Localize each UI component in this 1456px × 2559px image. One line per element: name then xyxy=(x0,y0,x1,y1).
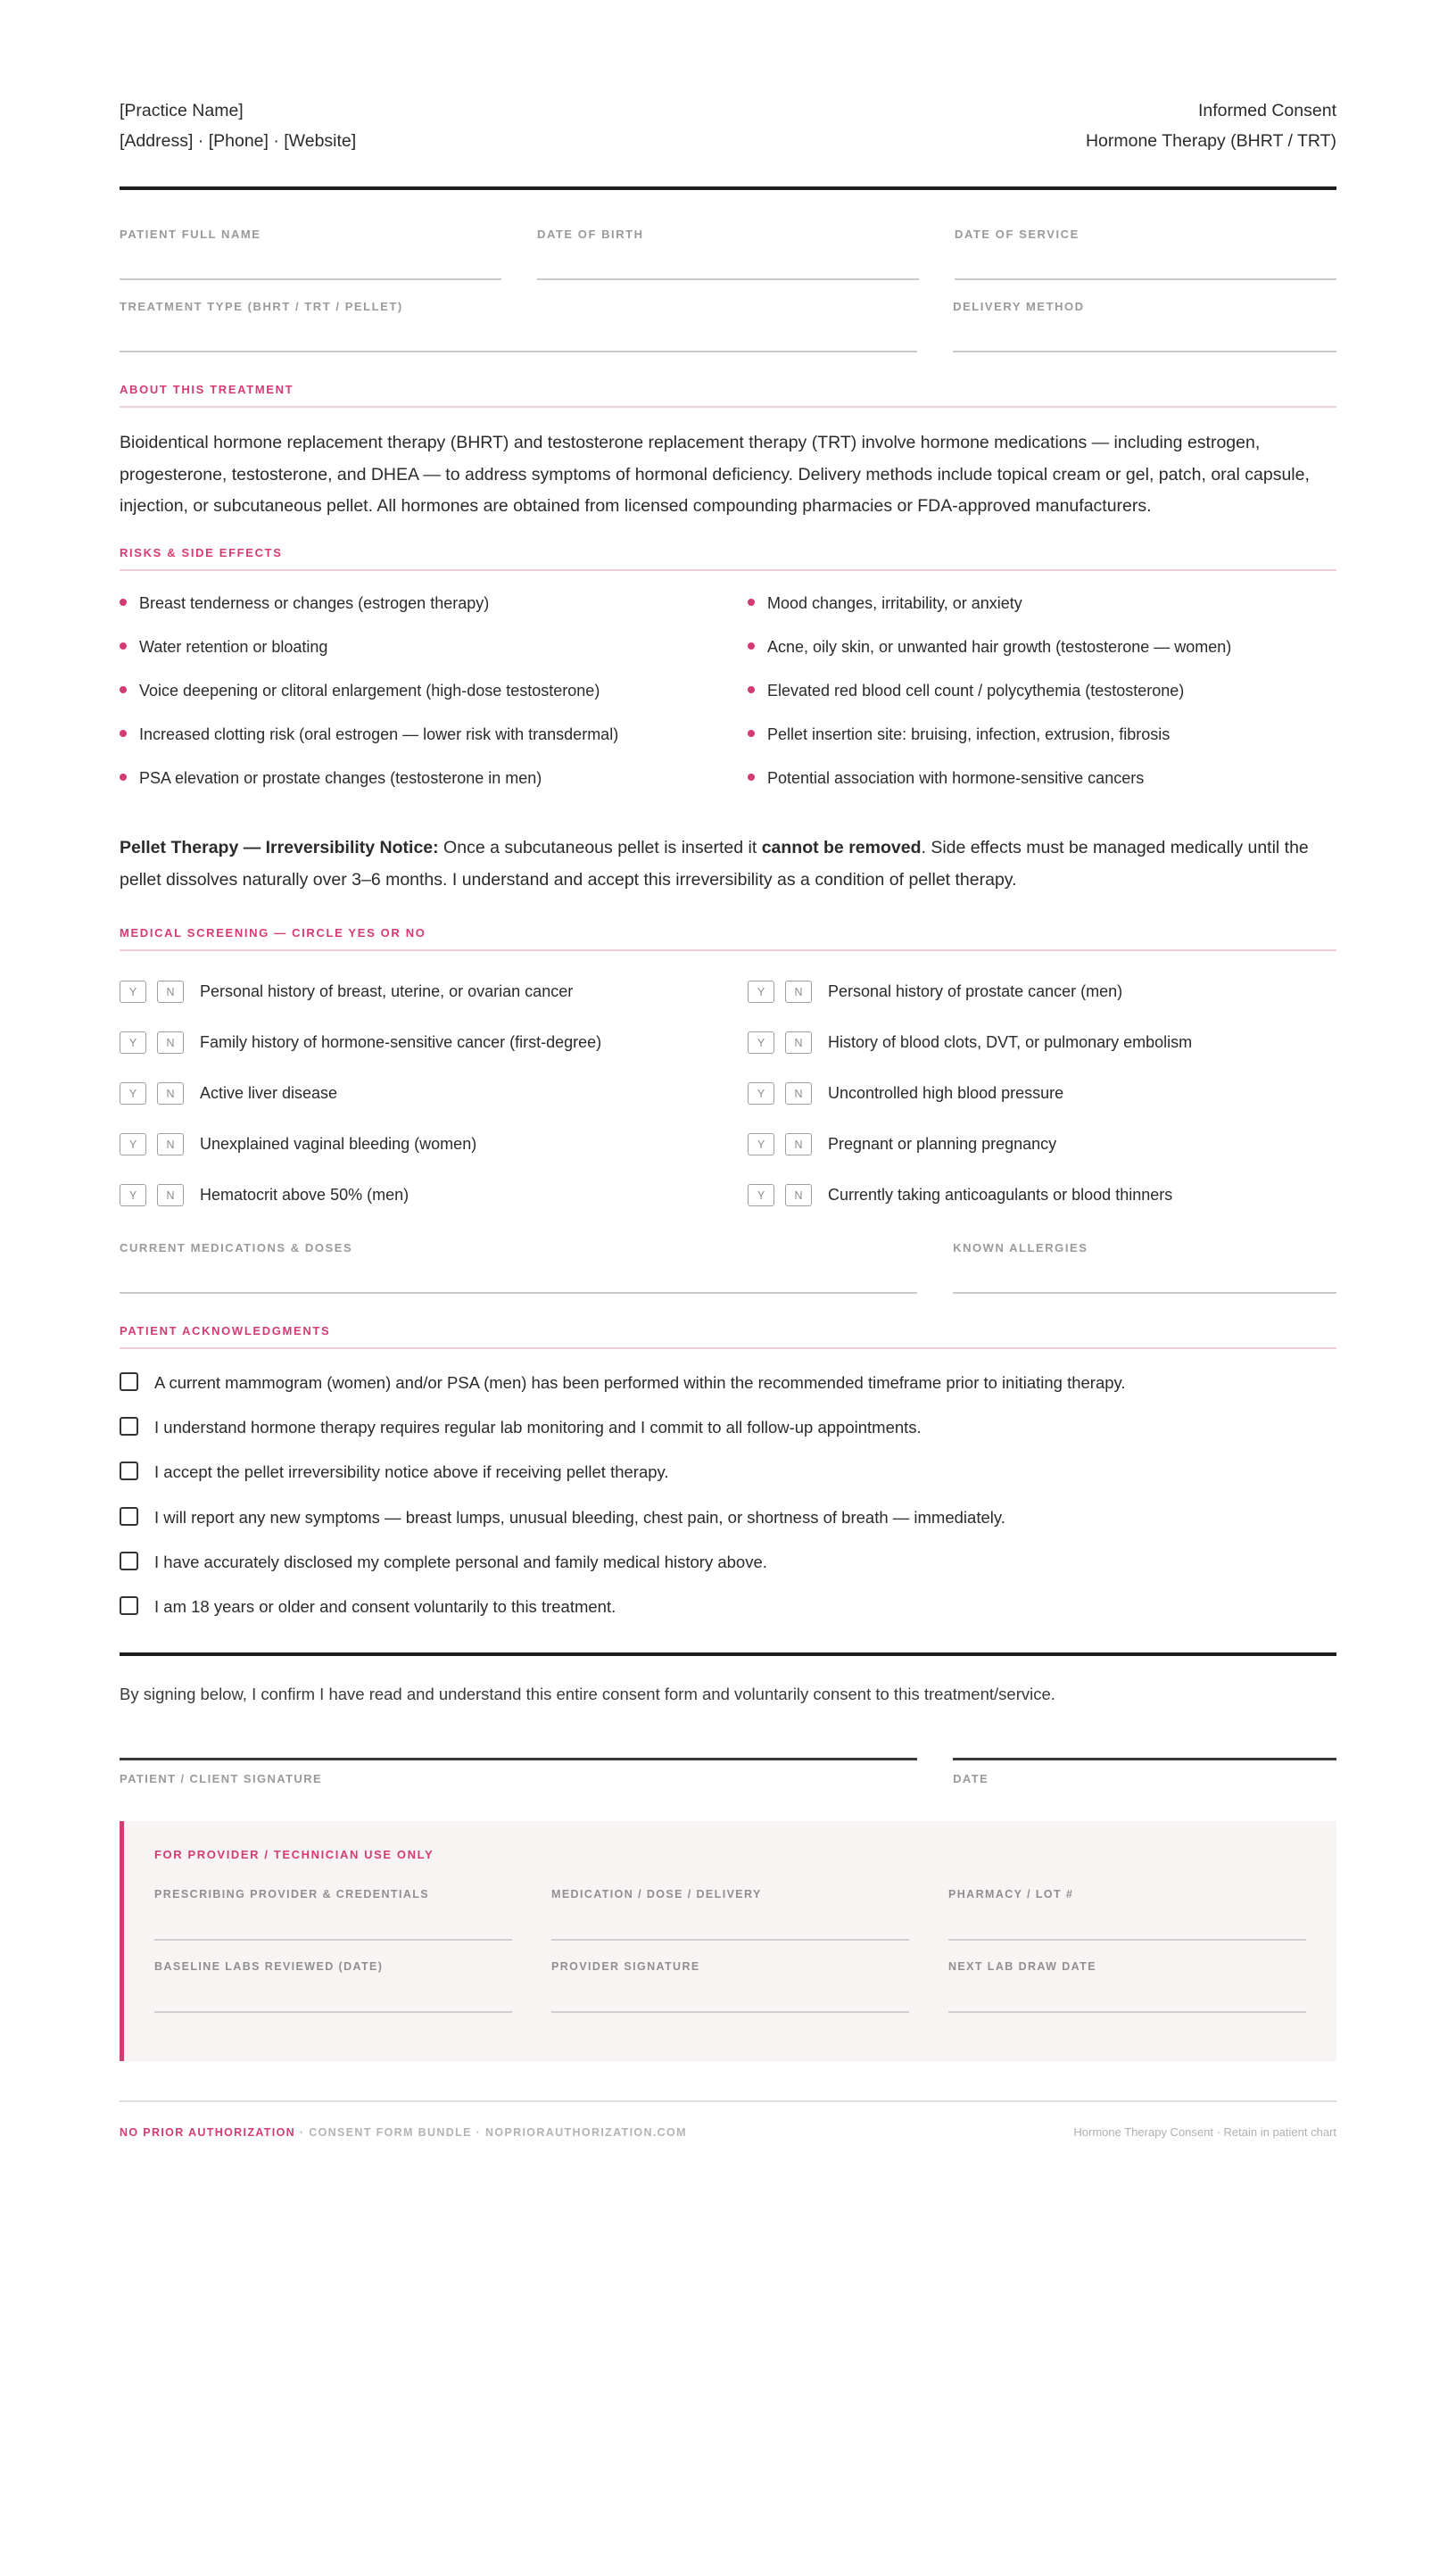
checkbox[interactable] xyxy=(120,1417,138,1436)
no-option[interactable]: N xyxy=(157,1031,184,1054)
screening-text: Uncontrolled high blood pressure xyxy=(828,1084,1064,1103)
no-option[interactable]: N xyxy=(157,1082,184,1105)
practice-name: [Practice Name] xyxy=(120,101,244,120)
bullet-dot-icon xyxy=(120,599,127,606)
provider-box-heading: FOR PROVIDER / TECHNICIAN USE ONLY xyxy=(154,1847,434,1861)
risk-item xyxy=(748,591,1336,617)
current-medications-input[interactable] xyxy=(120,1255,917,1294)
risk-item xyxy=(120,766,708,791)
risk-item xyxy=(120,634,708,660)
provider-field-label: BASELINE LABS REVIEWED (DATE) xyxy=(154,1959,384,1973)
risk-text: PSA elevation or prostate changes (testosterone in men) xyxy=(139,769,542,788)
signature-divider xyxy=(120,1652,1336,1656)
provider-field-label: PROVIDER SIGNATURE xyxy=(551,1959,700,1973)
acknowledgment-row xyxy=(120,1593,1336,1620)
field-date-of-service xyxy=(955,228,1336,280)
screening-text: Personal history of prostate cancer (men) xyxy=(828,982,1123,1001)
document-identity xyxy=(1086,96,1336,156)
screening-row xyxy=(120,1174,708,1216)
notice-tail: . Side effects must be managed medically until the pellet dissolves naturally over 3–6 months. I understand and accept this irreversibility as a condition of pellet therapy. xyxy=(120,838,1309,890)
acknowledgment-row xyxy=(120,1503,1336,1531)
bullet-dot-icon xyxy=(120,686,127,693)
provider-field-label: PHARMACY / LOT # xyxy=(948,1887,1074,1901)
bullet-dot-icon xyxy=(120,642,127,650)
no-option[interactable]: N xyxy=(785,1133,812,1155)
notice-mid: Once a subcutaneous pellet is inserted it xyxy=(438,838,762,858)
footer-left xyxy=(120,2126,687,2139)
footer-brand: NO PRIOR AUTHORIZATION xyxy=(120,2125,296,2139)
screening-row xyxy=(120,1022,708,1064)
notice-lead: Pellet Therapy — Irreversibility Notice: xyxy=(120,838,439,858)
document-type: Informed Consent xyxy=(1197,101,1336,120)
yes-option[interactable]: Y xyxy=(748,1133,774,1155)
checkbox[interactable] xyxy=(120,1552,138,1570)
risks-list xyxy=(120,591,1336,810)
field-label: KNOWN ALLERGIES xyxy=(953,1241,1088,1255)
prescribing-provider-input[interactable] xyxy=(154,1901,512,1941)
known-allergies-input[interactable] xyxy=(953,1255,1336,1294)
yes-option[interactable]: Y xyxy=(120,981,146,1003)
provider-field-pharmacy-lot xyxy=(948,1888,1306,1941)
delivery-method-input[interactable] xyxy=(953,313,1336,352)
practice-contact: [Address] · [Phone] · [Website] xyxy=(120,130,357,151)
bullet-dot-icon xyxy=(748,642,755,650)
provider-field-label: MEDICATION / DOSE / DELIVERY xyxy=(551,1887,762,1901)
acknowledgment-text: I am 18 years or older and consent voluntarily to this treatment. xyxy=(154,1596,616,1616)
bullet-dot-icon xyxy=(120,774,127,781)
field-label: CURRENT MEDICATIONS & DOSES xyxy=(120,1241,353,1255)
no-option[interactable]: N xyxy=(157,981,184,1003)
page-footer xyxy=(120,2100,1336,2174)
field-label: DATE OF BIRTH xyxy=(537,228,644,242)
about-paragraph: Bioidentical hormone replacement therapy (BHRT) and testosterone replacement therapy (TRT) involve hormone medications — including estrogen, progesterone, testosterone, and DHEA — to address symptoms of hormonal deficiency. Delivery methods include topical cream or gel, patch, oral capsule, injection, or subcutaneous pellet. All hormones are obtained from licensed compounding pharmacies or FDA-approved manufacturers. xyxy=(120,433,1310,517)
field-patient-full-name xyxy=(120,228,501,280)
no-option[interactable]: N xyxy=(785,1184,812,1206)
acknowledgment-row xyxy=(120,1458,1336,1486)
field-label: PATIENT FULL NAME xyxy=(120,228,261,242)
risk-item xyxy=(748,634,1336,660)
yes-option[interactable]: Y xyxy=(120,1184,146,1206)
screening-text: Hematocrit above 50% (men) xyxy=(200,1186,410,1205)
risk-text: Voice deepening or clitoral enlargement (high-dose testosterone) xyxy=(139,681,600,700)
risk-text: Elevated red blood cell count / polycythemia (testosterone) xyxy=(767,681,1185,700)
signature-intro-text: By signing below, I confirm I have read and understand this entire consent form and voluntarily consent to this treatment/service. xyxy=(120,1684,1055,1703)
signature-date-block xyxy=(953,1758,1336,1785)
provider-fields-grid xyxy=(154,1888,1306,2033)
yes-option[interactable]: Y xyxy=(748,1031,774,1054)
treatment-row xyxy=(120,300,1336,352)
yes-option[interactable]: Y xyxy=(120,1133,146,1155)
acknowledgment-text: I have accurately disclosed my complete personal and family medical history above. xyxy=(154,1552,767,1571)
risk-text: Pellet insertion site: bruising, infection, extrusion, fibrosis xyxy=(767,725,1171,743)
provider-use-only-box xyxy=(120,1821,1336,2061)
screening-column-left xyxy=(120,971,708,1225)
risk-item xyxy=(120,591,708,617)
bullet-dot-icon xyxy=(748,774,755,781)
field-known-allergies xyxy=(953,1241,1336,1294)
risk-item xyxy=(748,766,1336,791)
section-heading-acknowledgments: PATIENT ACKNOWLEDGMENTS xyxy=(120,1324,1336,1349)
field-delivery-method xyxy=(953,300,1336,352)
risk-text: Breast tenderness or changes (estrogen therapy) xyxy=(139,593,490,612)
acknowledgment-text: I accept the pellet irreversibility notice above if receiving pellet therapy. xyxy=(154,1462,669,1482)
checkbox[interactable] xyxy=(120,1462,138,1480)
checkbox[interactable] xyxy=(120,1596,138,1615)
patient-identity-row xyxy=(120,228,1336,280)
provider-field-next-lab-draw xyxy=(948,1960,1306,2013)
bullet-dot-icon xyxy=(748,599,755,606)
risk-item xyxy=(748,722,1336,748)
provider-field-provider-signature xyxy=(551,1960,909,2013)
date-of-birth-input[interactable] xyxy=(537,241,919,280)
bullet-dot-icon xyxy=(748,686,755,693)
screening-row xyxy=(748,1123,1336,1165)
screening-row xyxy=(120,971,708,1013)
acknowledgment-row xyxy=(120,1369,1336,1396)
risk-text: Increased clotting risk (oral estrogen — lower risk with transdermal) xyxy=(139,725,619,743)
screening-text: Family history of hormone-sensitive cancer (first-degree) xyxy=(200,1033,602,1052)
screening-row xyxy=(120,1072,708,1114)
screening-row xyxy=(748,1174,1336,1216)
screening-grid xyxy=(120,971,1336,1225)
screening-column-right xyxy=(748,971,1336,1225)
screening-text: Pregnant or planning pregnancy xyxy=(828,1135,1057,1154)
screening-text: Currently taking anticoagulants or blood thinners xyxy=(828,1186,1173,1205)
acknowledgment-text: A current mammogram (women) and/or PSA (men) has been performed within the recommended timeframe prior to initiating therapy. xyxy=(154,1373,1126,1393)
acknowledgment-row xyxy=(120,1413,1336,1441)
risk-text: Acne, oily skin, or unwanted hair growth (testosterone — women) xyxy=(767,637,1232,656)
field-current-medications xyxy=(120,1241,917,1294)
practice-identity xyxy=(120,96,356,156)
yes-option[interactable]: Y xyxy=(748,1082,774,1105)
risk-text: Potential association with hormone-sensitive cancers xyxy=(767,769,1145,788)
provider-field-prescribing-provider xyxy=(154,1888,512,1941)
date-of-service-input[interactable] xyxy=(955,241,1336,280)
yes-option[interactable]: Y xyxy=(748,981,774,1003)
risk-item xyxy=(748,678,1336,704)
provider-field-label: NEXT LAB DRAW DATE xyxy=(948,1959,1096,1973)
signature-label: DATE xyxy=(953,1771,989,1785)
screening-text: Unexplained vaginal bleeding (women) xyxy=(200,1135,477,1154)
notice-emphasis: cannot be removed xyxy=(761,838,922,858)
screening-text: Active liver disease xyxy=(200,1084,338,1103)
bullet-dot-icon xyxy=(120,730,127,737)
document-header xyxy=(120,96,1336,186)
risks-column-right xyxy=(748,591,1336,810)
patient-signature-block xyxy=(120,1758,917,1785)
header-divider xyxy=(120,186,1336,190)
acknowledgment-text: I will report any new symptoms — breast lumps, unusual bleeding, chest pain, or shortness of breath — immediately. xyxy=(154,1507,1005,1527)
no-option[interactable]: N xyxy=(157,1133,184,1155)
no-option[interactable]: N xyxy=(785,1082,812,1105)
yes-option[interactable]: Y xyxy=(748,1184,774,1206)
screening-row xyxy=(748,971,1336,1013)
screening-text: Personal history of breast, uterine, or ovarian cancer xyxy=(200,982,574,1001)
pharmacy-lot-input[interactable] xyxy=(948,1901,1306,1941)
document-title: Hormone Therapy (BHRT / TRT) xyxy=(1085,130,1336,151)
field-treatment-type xyxy=(120,300,917,352)
meds-allergies-row xyxy=(120,1241,1336,1294)
no-option[interactable]: N xyxy=(785,981,812,1003)
acknowledgments-list xyxy=(120,1369,1336,1619)
provider-field-baseline-labs xyxy=(154,1960,512,2013)
screening-row xyxy=(748,1072,1336,1114)
section-heading-risks: RISKS & SIDE EFFECTS xyxy=(120,546,1336,571)
patient-full-name-input[interactable] xyxy=(120,241,501,280)
field-label: DATE OF SERVICE xyxy=(955,228,1080,242)
field-label: DELIVERY METHOD xyxy=(953,300,1085,314)
screening-text: History of blood clots, DVT, or pulmonary embolism xyxy=(828,1033,1193,1052)
provider-field-label: PRESCRIBING PROVIDER & CREDENTIALS xyxy=(154,1887,430,1901)
pellet-irreversibility-notice xyxy=(120,832,1336,896)
field-date-of-birth xyxy=(537,228,919,280)
checkbox[interactable] xyxy=(120,1372,138,1391)
screening-row xyxy=(748,1022,1336,1064)
acknowledgment-text: I understand hormone therapy requires regular lab monitoring and I commit to all follow-up appointments. xyxy=(154,1418,922,1437)
footer-brand-tail: · CONSENT FORM BUNDLE · NOPRIORAUTHORIZATION.COM xyxy=(295,2125,687,2139)
section-heading-about: ABOUT THIS TREATMENT xyxy=(120,383,1336,408)
risk-item xyxy=(120,722,708,748)
risks-column-left xyxy=(120,591,708,810)
screening-row xyxy=(120,1123,708,1165)
provider-signature-input[interactable] xyxy=(551,1973,909,2013)
next-lab-draw-input[interactable] xyxy=(948,1973,1306,2013)
acknowledgment-row xyxy=(120,1548,1336,1576)
no-option[interactable]: N xyxy=(157,1184,184,1206)
field-label: TREATMENT TYPE (BHRT / TRT / PELLET) xyxy=(120,300,403,314)
provider-field-medication-dose xyxy=(551,1888,909,1941)
no-option[interactable]: N xyxy=(785,1031,812,1054)
footer-right: Hormone Therapy Consent · Retain in patient chart xyxy=(1073,2124,1336,2139)
medication-dose-input[interactable] xyxy=(551,1901,909,1941)
signature-label: PATIENT / CLIENT SIGNATURE xyxy=(120,1771,323,1785)
treatment-type-input[interactable] xyxy=(120,313,917,352)
checkbox[interactable] xyxy=(120,1507,138,1526)
risk-text: Water retention or bloating xyxy=(139,637,328,656)
bullet-dot-icon xyxy=(748,730,755,737)
yes-option[interactable]: Y xyxy=(120,1082,146,1105)
risk-item xyxy=(120,678,708,704)
yes-option[interactable]: Y xyxy=(120,1031,146,1054)
baseline-labs-input[interactable] xyxy=(154,1973,512,2013)
section-heading-screening: MEDICAL SCREENING — CIRCLE YES OR NO xyxy=(120,926,1336,951)
signature-row xyxy=(120,1758,1336,1785)
risk-text: Mood changes, irritability, or anxiety xyxy=(767,593,1022,612)
